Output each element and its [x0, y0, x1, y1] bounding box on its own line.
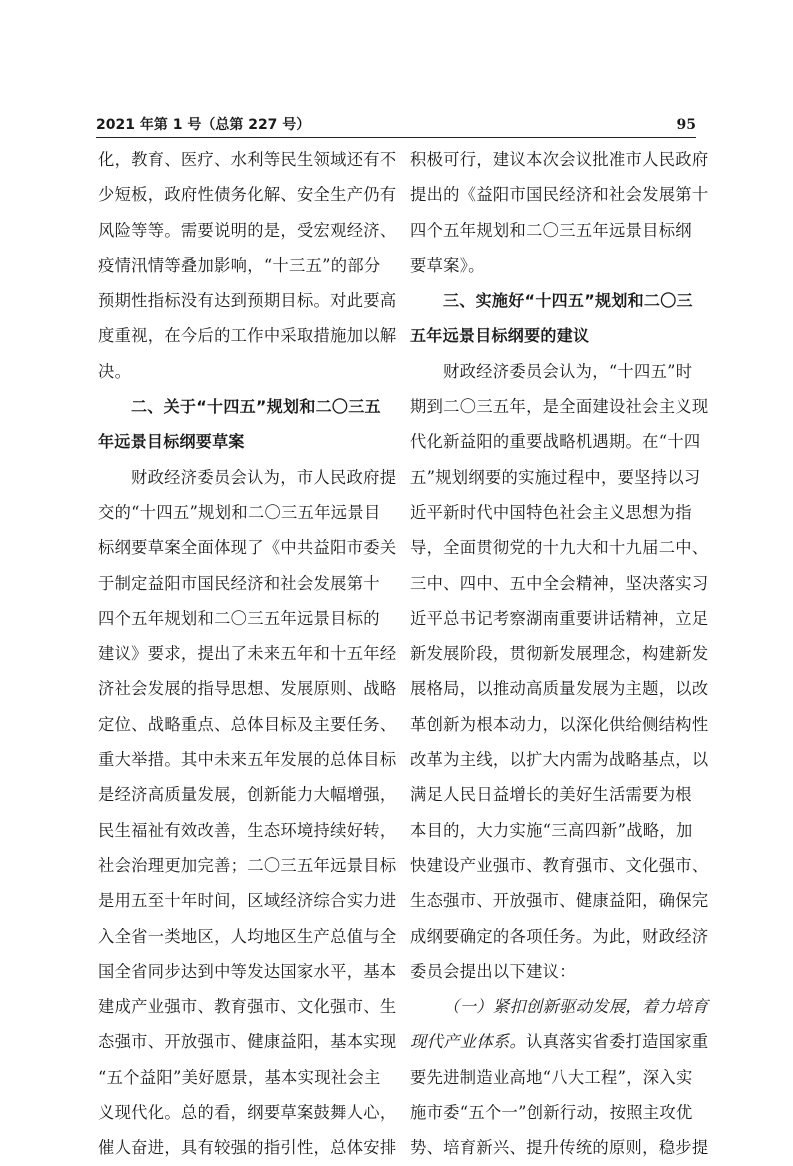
text-line: 生态强市、开放强市、健康益阳，确保完 [410, 891, 709, 911]
text-line: 成纲要确定的各项任务。为此，财政经济 [410, 926, 709, 946]
section-heading-line: 三、实施好“十四五”规划和二〇三 [443, 291, 693, 311]
text-line: 是用五至十年时间，区域经济综合实力进 [98, 891, 397, 911]
text-line: 入全省一类地区，人均地区生产总值与全 [98, 926, 397, 946]
text-line: 要先进制造业高地“八大工程”，深入实 [410, 1067, 693, 1087]
subheading-text: （一）紧扣创新驱动发展，着力培育 [443, 997, 709, 1017]
text-line: 新发展阶段，贯彻新发展理念，构建新发 [410, 644, 709, 664]
text-line: 提出的《益阳市国民经济和社会发展第十 [410, 185, 709, 205]
text-line: 催人奋进，具有较强的指引性，总体安排 [98, 1138, 397, 1158]
text-line: 态强市、开放强市、健康益阳，基本实现 [98, 1032, 397, 1052]
text-line: 改革为主线，以扩大内需为战略基点，以 [410, 750, 709, 770]
section-heading-line: 年远景目标纲要草案 [98, 432, 245, 452]
text-line [410, 989, 709, 1024]
text-line: 势、培育新兴、提升传统的原则，稳步提 [410, 1138, 709, 1158]
text-line: 导，全面贯彻党的十九大和十九届二中、 [410, 538, 709, 558]
text-line: 代化新益阳的重要战略机遇期。在“十四 [410, 432, 701, 452]
text-line: 重大举措。其中未来五年发展的总体目标 [98, 750, 397, 770]
text-line: 风险等等。需要说明的是，受宏观经济、 [98, 220, 397, 240]
right-column [410, 142, 709, 1166]
text-line: 义现代化。总的看，纲要草案鼓舞人心， [98, 1103, 397, 1123]
running-header [96, 116, 696, 136]
text-line: 期到二〇三五年，是全面建设社会主义现 [410, 397, 709, 417]
text-line: 定位、战略重点、总体目标及主要任务、 [98, 714, 397, 734]
text-line: 五”规划纲要的实施过程中，要坚持以习 [410, 467, 701, 487]
text-line: 建议》要求，提出了未来五年和十五年经 [98, 644, 397, 664]
text-line: 快建设产业强市、教育强市、文化强市、 [410, 855, 709, 875]
text-line: 展格局，以推动高质量发展为主题，以改 [410, 679, 709, 699]
text-line: 本目的，大力实施“三高四新”战略，加 [410, 820, 693, 840]
text-line: 四个五年规划和二〇三五年远景目标纲 [410, 220, 692, 240]
header-rule [96, 137, 696, 138]
text-line: 交的“十四五”规划和二〇三五年远景目 [98, 502, 381, 522]
text-line: “五个益阳”美好愿景，基本实现社会主 [98, 1067, 381, 1087]
text-line: 疫情汛情等叠加影响，“十三五”的部分 [98, 255, 381, 275]
text-line: 积极可行，建议本次会议批准市人民政府 [410, 150, 709, 169]
text-line: 决。 [98, 361, 132, 381]
issue-label: 2021 年第 1 号（总第 227 号） [96, 117, 311, 133]
text-line: 是经济高质量发展，创新能力大幅增强， [98, 785, 397, 805]
section-heading-line: 五年远景目标纲要的建议 [410, 326, 590, 346]
body-text: 认真落实省委打造国家重 [526, 1032, 709, 1052]
section-heading-line: 二、关于“十四五”规划和二〇三五 [131, 397, 381, 417]
text-line: 少短板，政府性债务化解、安全生产仍有 [98, 185, 397, 205]
text-line: 济社会发展的指导思想、发展原则、战略 [98, 679, 397, 699]
text-line: 标纲要草案全面体现了《中共益阳市委关 [98, 538, 397, 558]
text-line: 近平新时代中国特色社会主义思想为指 [410, 502, 692, 522]
text-line: 财政经济委员会认为，市人民政府提 [131, 467, 397, 487]
left-column [98, 142, 397, 1166]
text-line: 革创新为根本动力，以深化供给侧结构性 [410, 714, 709, 734]
subheading-text: 现代产业体系。 [410, 1032, 527, 1052]
text-line: 度重视，在今后的工作中采取措施加以解 [98, 326, 397, 346]
text-line: 三中、四中、五中全会精神，坚决落实习 [410, 573, 709, 593]
text-line: 施市委“五个一”创新行动，按照主攻优 [410, 1103, 693, 1123]
text-line: 化，教育、医疗、水利等民生领域还有不 [98, 150, 397, 169]
text-line: 四个五年规划和二〇三五年远景目标的 [98, 608, 380, 628]
text-line: 民生福祉有效改善，生态环境持续好转， [98, 820, 397, 840]
text-line: 近平总书记考察湖南重要讲话精神，立足 [410, 608, 709, 628]
text-line: 社会治理更加完善；二〇三五年远景目标 [98, 855, 397, 875]
text-line: 于制定益阳市国民经济和社会发展第十 [98, 573, 380, 593]
text-line: 满足人民日益增长的美好生活需要为根 [410, 785, 692, 805]
text-line: 财政经济委员会认为，“十四五”时 [443, 361, 693, 381]
text-line [410, 1024, 709, 1059]
text-line: 要草案》。 [410, 255, 485, 275]
text-line: 国全省同步达到中等发达国家水平，基本 [98, 961, 397, 981]
text-line: 委员会提出以下建议： [410, 961, 576, 981]
page-number: 95 [676, 117, 696, 133]
text-line: 预期性指标没有达到预期目标。对此要高 [98, 291, 397, 311]
text-line: 建成产业强市、教育强市、文化强市、生 [98, 997, 397, 1017]
